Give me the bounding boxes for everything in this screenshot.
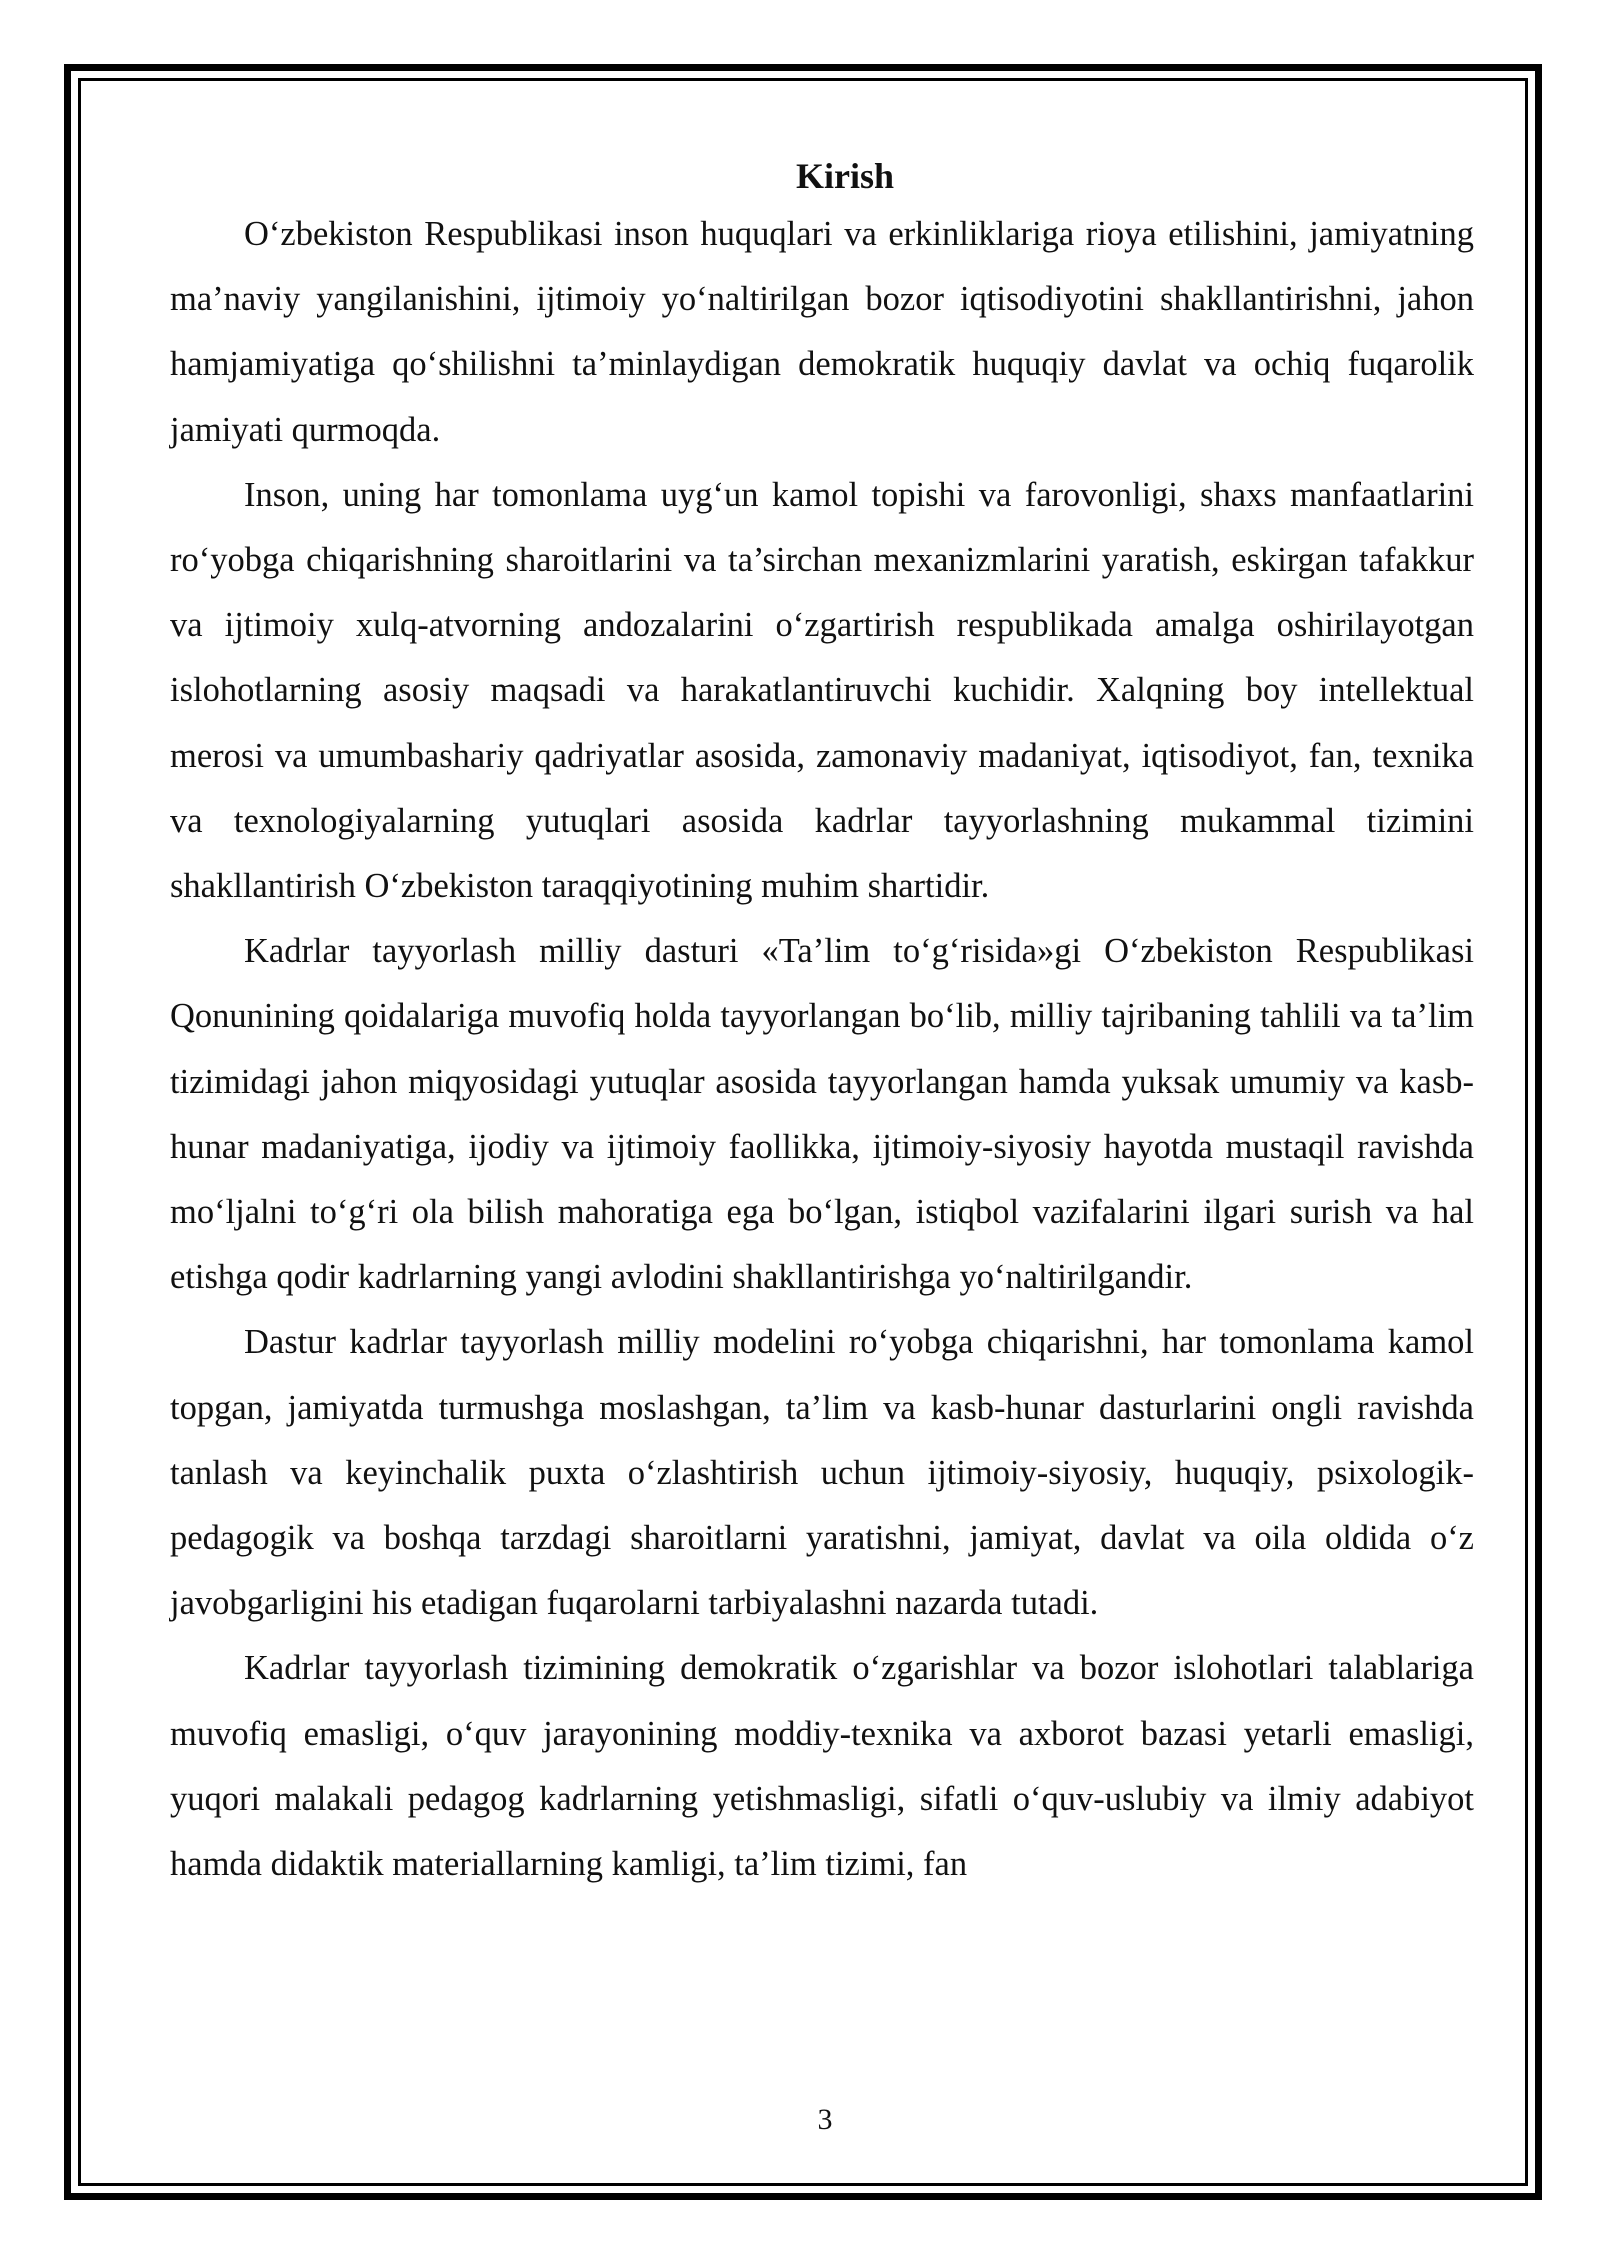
document-body: [170, 150, 1474, 1897]
paragraph-5: Kadrlar tayyorlash tizimining demokratik o‘zgarishlar va bozor islohotlari talablariga muvofiq emasligi, o‘quv jarayonining moddiy-texnika va axborot bazasi yetarli emasligi, yuqori malakali pedagog kadrlarning yetishmasligi, sifatli o‘quv-uslubiy va ilmiy adabiyot hamda didaktik materiallarning kamligi, ta’lim tizimi, fan: [170, 1649, 1474, 1884]
document-title: Kirish: [795, 156, 894, 196]
paragraph-4: Dastur kadrlar tayyorlash milliy modelini ro‘yobga chiqarishni, har tomonlama kamol topgan, jamiyatda turmushga moslashgan, ta’lim va kasb-hunar dasturlarini ongli ravishda tanlash va keyinchalik puxta o‘zlashtirish uchun ijtimoiy-siyosiy, huquqiy, psixologik-pedagogik va boshqa tarzdagi sharoitlarni yaratishni, jamiyat, davlat va oila oldida o‘z javobgarligini his etadigan fuqarolarni tarbiyalashni nazarda tutadi.: [170, 1323, 1474, 1623]
page-number: 3: [817, 2103, 833, 2136]
paragraph-2: Inson, uning har tomonlama uyg‘un kamol topishi va farovonligi, shaxs manfaatlarini ro‘yobga chiqarishning sharoitlarini va ta’sirchan mexanizmlarini yaratish, eskirgan tafakkur va ijtimoiy xulq-atvorning andozalarini o‘zgartirish respublikada amalga oshirilayotgan islohotlarning asosiy maqsadi va harakatlantiruvchi kuchidir. Xalqning boy intellektual merosi va umumbashariy qadriyatlar asosida, zamonaviy madaniyat, iqtisodiyot, fan, texnika va texnologiyalarning yutuqlari asosida kadrlar tayyorlashning mukammal tizimini shakllantirish O‘zbekiston taraqqiyotining muhim shartidir.: [170, 475, 1474, 906]
paragraph-1: O‘zbekiston Respublikasi inson huquqlari va erkinliklariga rioya etilishini, jamiyatning ma’naviy yangilanishini, ijtimoiy yo‘naltirilgan bozor iqtisodiyotini shakllantirishni, jahon hamjamiyatiga qo‘shilishni ta’minlaydigan demokratik huquqiy davlat va ochiq fuqarolik jamiyati qurmoqda.: [170, 215, 1474, 449]
paragraph-3: Kadrlar tayyorlash milliy dasturi «Ta’lim to‘g‘risida»gi O‘zbekiston Respublikasi Qonunining qoidalariga muvofiq holda tayyorlangan bo‘lib, milliy tajribaning tahlili va ta’lim tizimidagi jahon miqyosidagi yutuqlar asosida tayyorlangan hamda yuksak umumiy va kasb-hunar madaniyatiga, ijodiy va ijtimoiy faollikka, ijtimoiy-siyosiy hayotda mustaqil ravishda mo‘ljalni to‘g‘ri ola bilish mahoratiga ega bo‘lgan, istiqbol vazifalarini ilgari surish va hal etishga qodir kadrlarning yangi avlodini shakllantirishga yo‘naltirilgandir.: [170, 932, 1474, 1297]
